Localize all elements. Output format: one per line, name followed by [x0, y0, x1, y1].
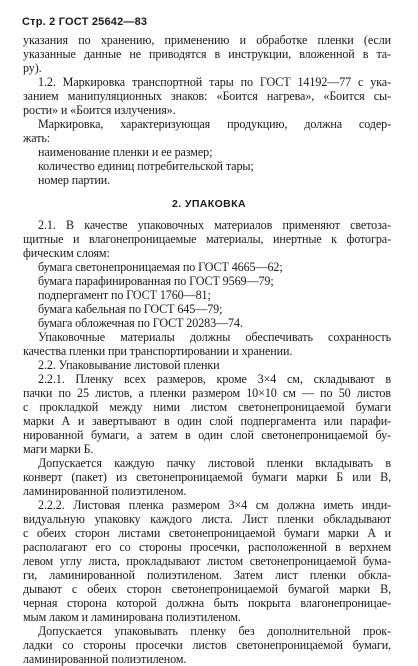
- text-line: занием манипуляционных знаков: «Боится нагрева», «Боится сы-: [23, 89, 391, 103]
- text-line: 2.2.1. Пленку всех размеров, кроме 3×4 см, складывают в: [38, 372, 391, 386]
- text-line: указанные данные не приводятся в инструкции, вложенной в та-: [23, 47, 391, 61]
- text-line: номер партии.: [38, 173, 111, 187]
- text-line: 2.2.2. Листовая пленка размером 3×4 см должна иметь инди-: [38, 498, 391, 512]
- text-line: марки А и завертывают в один слой подпергамента или парафи-: [23, 414, 391, 428]
- text-line: Маркировка, характеризующая продукцию, должна содер-: [38, 117, 391, 131]
- text-line: черная сторона которой должна быть покрыта влагонепроницае-: [23, 596, 391, 610]
- text-line: Упаковочные материалы должны обеспечивать сохранность: [38, 330, 391, 344]
- text-line: ги, ламинированной полиэтиленом. Затем лист пленки обкла-: [23, 568, 391, 582]
- text-line: указания по хранению, применению и обработке пленки (если: [23, 33, 391, 47]
- text-line: бумага кабельная по ГОСТ 645—79;: [38, 302, 223, 316]
- text-line: бумага светонепроницаемая по ГОСТ 4665—62;: [38, 260, 283, 274]
- text-line: ламинированной полиэтиленом.: [23, 484, 187, 498]
- text-line: наименование пленки и ее размер;: [38, 145, 213, 159]
- text-line: фическим слоям:: [23, 246, 110, 260]
- text-line: бумага обложечная по ГОСТ 20283—74.: [38, 316, 243, 330]
- text-line: 2.2. Упаковывание листовой пленки: [38, 358, 220, 372]
- text-line: ламинированной полиэтиленом.: [23, 652, 187, 666]
- text-line: маги марки Б.: [23, 442, 94, 456]
- text-line: качества пленки при транспортировании и хранении.: [23, 344, 293, 358]
- text-line: щитные и влагонепроницаемые материалы, инертные к фотогра-: [23, 232, 391, 246]
- text-line: Допускается упаковывать пленку без дополнительной прок-: [38, 624, 391, 638]
- text-line: рости» и «Боится излучения».: [23, 103, 176, 117]
- text-line: бумага парафинированная по ГОСТ 9569—79;: [38, 274, 274, 288]
- text-line: 2.1. В качестве упаковочных материалов применяют светоза-: [38, 218, 391, 232]
- section-heading: 2. УПАКОВКА: [172, 198, 246, 210]
- text-line: конверт (пакет) из светонепроницаемой бумаги марки Б или В,: [23, 470, 391, 484]
- text-line: количество единиц потребительской тары;: [38, 159, 254, 173]
- text-line: жать:: [23, 131, 51, 145]
- text-line: 1.2. Маркировка транспортной тары по ГОСТ 14192—77 с ука-: [38, 75, 391, 89]
- text-line: левом углу листа, прокладывают листом светонепроницаемой бума-: [23, 554, 391, 568]
- text-line: располагают его со стороны просечки, расположенной в верхнем: [23, 540, 391, 554]
- text-line: Допускается каждую пачку листовой пленки вкладывать в: [38, 456, 391, 470]
- text-line: с прокладкой между ними листом светонепроницаемой бумаги: [23, 400, 391, 414]
- text-line: нированной бумаги, а затем в один слой светонепроницаемой бу-: [23, 428, 391, 442]
- text-line: видуальную упаковку каждого листа. Лист пленки обкладывают: [23, 512, 391, 526]
- page-header: Стр. 2 ГОСТ 25642—83: [22, 16, 148, 28]
- text-line: мым лаком и ламинирована полиэтиленом.: [23, 610, 241, 624]
- text-line: пачки по 25 листов, а пленки размером 10×10 см — по 50 листов: [23, 386, 391, 400]
- text-line: ладки со стороны просечки листов светонепроницаемой бумаги,: [23, 638, 391, 652]
- text-line: ру).: [23, 61, 42, 75]
- text-line: с обеих сторон листами светонепроницаемой бумаги марки А и: [23, 526, 391, 540]
- text-line: дывают с обеих сторон светонепроницаемой бумагой марки В,: [23, 582, 391, 596]
- text-line: подпергамент по ГОСТ 1760—81;: [38, 288, 211, 302]
